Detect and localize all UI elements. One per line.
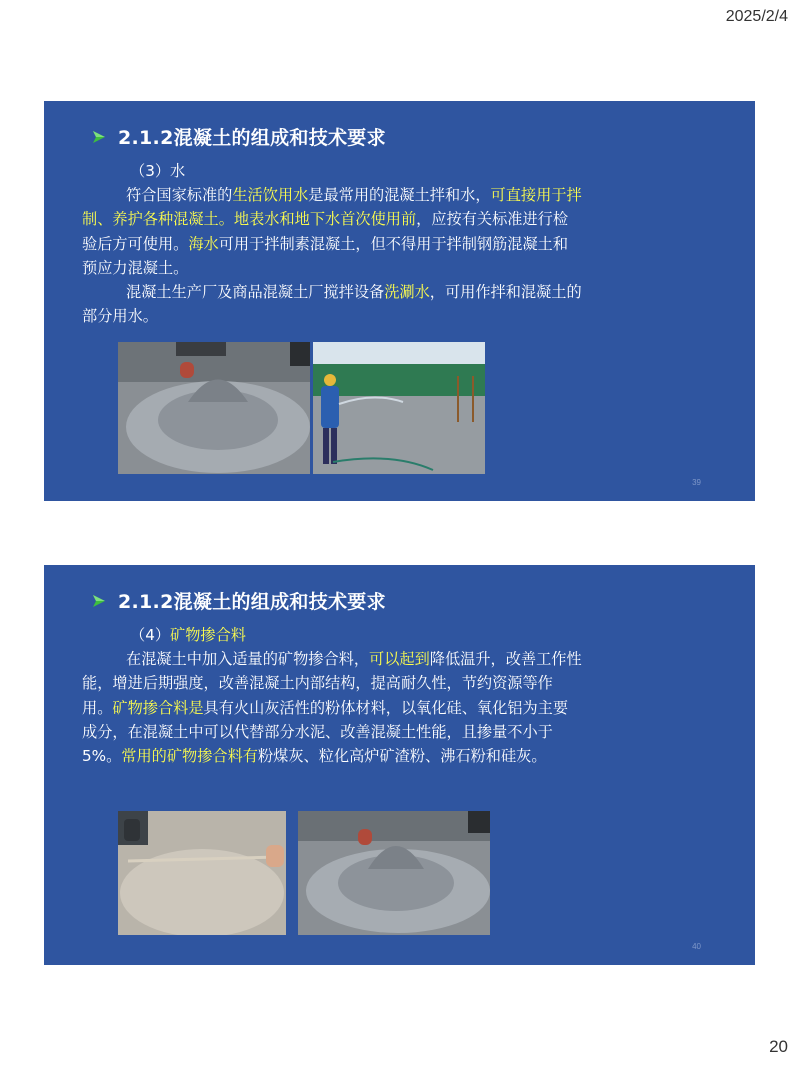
green-arrow-bullet-icon: [92, 130, 106, 144]
slide-40: [44, 565, 755, 965]
text-segment: 是最常用的混凝土拌和水，: [308, 186, 491, 205]
highlighted-text: 洗涮水: [384, 283, 430, 302]
text-segment: 粉煤灰、粒化高炉矿渣粉、沸石粉和硅灰。: [257, 747, 547, 766]
concrete-slump-photo: [118, 342, 310, 474]
slide-title: 2.1.2混凝土的组成和技术要求: [118, 127, 386, 149]
photo-row: [118, 342, 485, 474]
text-segment: 在混凝土中加入适量的矿物掺合料，: [126, 650, 369, 669]
slide-body: [82, 623, 582, 768]
text-segment: 降低温升，改善工作性能，增进后期强度，改善混凝土内部结构，提高耐久性，节约资源等作用。: [82, 650, 582, 717]
paragraph: [82, 647, 582, 768]
text-segment: 具有火山灰活性的粉体材料，以氧化硅、氧化铝为主要成分，在混凝土中可以代替部分水泥、改善混凝土性能，且掺量不小于5%。: [82, 698, 568, 766]
slide-title-row: [92, 587, 386, 614]
subheading: [82, 623, 582, 647]
highlighted-text: 生活饮用水: [232, 186, 309, 205]
paragraph: [82, 280, 582, 328]
slide-number: 40: [692, 942, 701, 951]
slide-title: 2.1.2混凝土的组成和技术要求: [118, 591, 386, 613]
print-date: 2025/2/4: [725, 8, 788, 25]
text-segment: 混凝土生产厂及商品混凝土厂搅拌设备: [126, 283, 385, 302]
highlighted-text: 可以起到: [369, 650, 430, 669]
slump-flow-measure-photo: [118, 811, 286, 935]
highlighted-text: 可直接用于拌制、养护各种混凝土。地表水和地下水首次使用前: [82, 186, 582, 229]
slide-number: 39: [692, 478, 701, 487]
subheading: （3）水: [130, 162, 186, 180]
slide-39: [44, 101, 755, 501]
slide-title-row: [92, 123, 386, 150]
subheading-highlight: 矿物掺合料: [170, 626, 246, 644]
highlighted-text: 矿物掺合料是: [112, 698, 204, 717]
text-segment: ，应按有关标准进行检验后方可使用。: [82, 210, 568, 253]
photo-row: [118, 811, 490, 935]
subheading-prefix: （4）: [130, 626, 171, 644]
green-arrow-bullet-icon: [92, 594, 106, 608]
highlighted-text: 常用的矿物掺合料有: [121, 747, 258, 766]
paragraph: [82, 183, 582, 280]
text-segment: 符合国家标准的: [126, 186, 233, 205]
concrete-slump-photo-2: [298, 811, 490, 935]
highlighted-text: 海水: [188, 234, 219, 253]
worker-watering-photo: [313, 342, 485, 474]
text-segment: 可用于拌制素混凝土，但不得用于拌制钢筋混凝土和预应力混凝土。: [82, 234, 568, 277]
text-segment: ，可用作拌和混凝土的部分用水。: [82, 283, 582, 326]
slide-body: [82, 159, 582, 328]
page-number: 20: [769, 1037, 788, 1056]
